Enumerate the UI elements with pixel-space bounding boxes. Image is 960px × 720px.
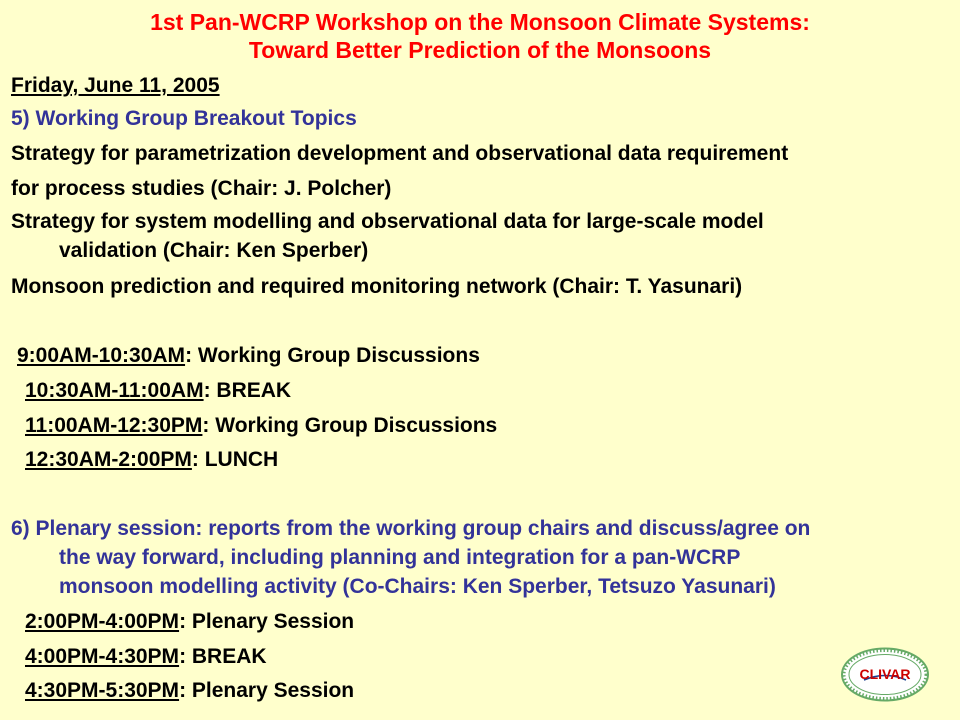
section5-heading: 5) Working Group Breakout Topics: [11, 107, 357, 130]
schedule-time: 11:00AM-12:30PM: [25, 414, 203, 437]
topic-line: Strategy for system modelling and observational data for large-scale model: [11, 210, 764, 233]
topic-line: validation (Chair: Ken Sperber): [59, 239, 369, 262]
clivar-logo-mark: [840, 647, 930, 702]
schedule-event: : BREAK: [179, 645, 267, 668]
schedule-time: 4:00PM-4:30PM: [25, 645, 180, 668]
schedule-row: [25, 414, 497, 438]
schedule-event: : Plenary Session: [179, 679, 355, 702]
schedule-event: : Working Group Discussions: [202, 414, 498, 437]
schedule-row: [17, 344, 480, 368]
clivar-logo: [840, 647, 930, 702]
schedule-event: : Working Group Discussions: [185, 344, 480, 367]
schedule-time: 9:00AM-10:30AM: [17, 344, 186, 367]
topic-line: Strategy for parametrization development and observational data requirement: [11, 142, 789, 165]
slide-title: [0, 8, 960, 64]
logo-wordmark: CLIVAR: [859, 666, 911, 682]
schedule-row: [25, 679, 354, 703]
schedule-row: [25, 448, 278, 472]
title-line-2: Toward Better Prediction of the Monsoons: [248, 37, 712, 63]
title-line-1: 1st Pan-WCRP Workshop on the Monsoon Climate Systems:: [150, 9, 810, 35]
schedule-event: : LUNCH: [191, 448, 279, 471]
schedule-time: 12:30AM-2:00PM: [25, 448, 192, 471]
topic-line: Monsoon prediction and required monitoring network (Chair: T. Yasunari): [11, 275, 743, 298]
schedule-row: [25, 610, 354, 634]
topic-line: for process studies (Chair: J. Polcher): [11, 177, 392, 200]
schedule-event: : BREAK: [203, 379, 292, 402]
schedule-time: 10:30AM-11:00AM: [25, 379, 204, 402]
schedule-row: [25, 379, 291, 403]
section6-line: monsoon modelling activity (Co-Chairs: Ken Sperber, Tetsuzo Yasunari): [59, 575, 776, 598]
date-text: Friday, June 11, 2005: [11, 74, 220, 97]
date-heading: [11, 74, 220, 98]
schedule-event: : Plenary Session: [179, 610, 355, 633]
schedule-time: 4:30PM-5:30PM: [25, 679, 180, 702]
section6-heading: 6) Plenary session: reports from the working group chairs and discuss/agree on: [11, 517, 811, 540]
section6-line: the way forward, including planning and integration for a pan-WCRP: [59, 546, 741, 569]
schedule-row: [25, 645, 267, 669]
schedule-time: 2:00PM-4:00PM: [25, 610, 180, 633]
